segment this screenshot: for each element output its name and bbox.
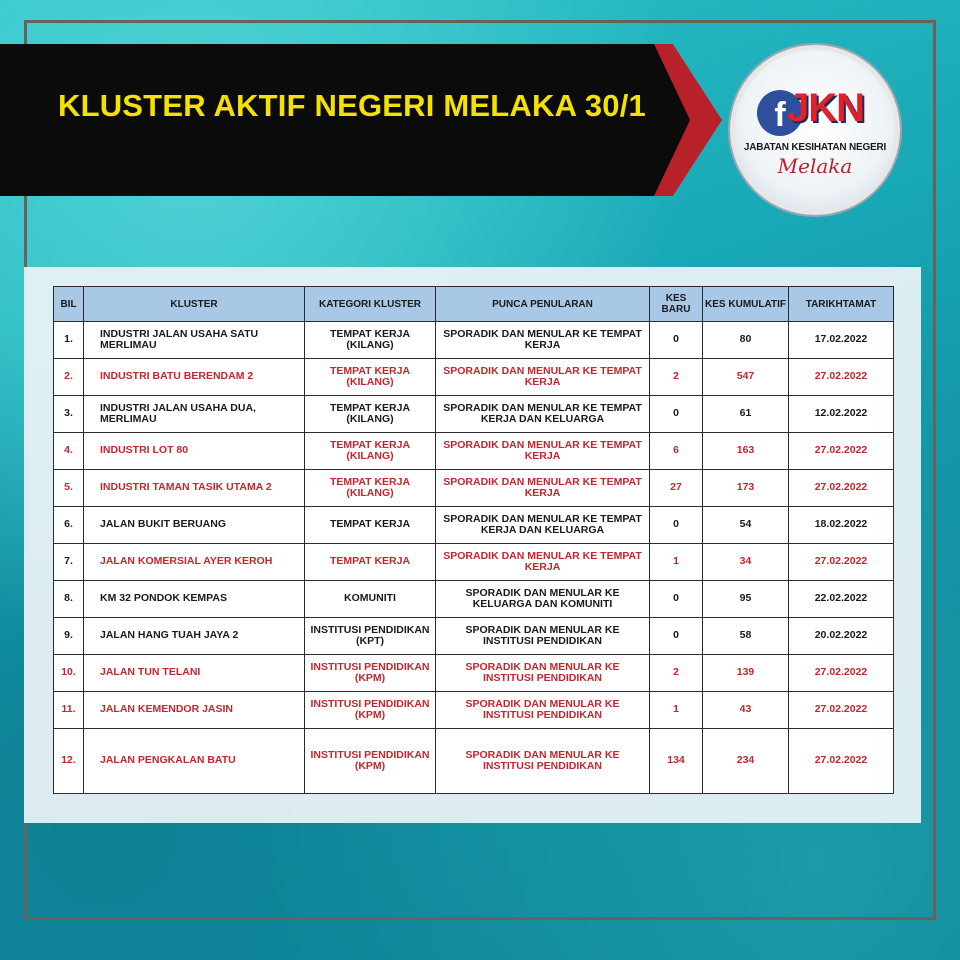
cell-kes-baru: 0 bbox=[650, 581, 703, 618]
cell-kluster: INDUSTRI TAMAN TASIK UTAMA 2 bbox=[84, 470, 305, 507]
table-row bbox=[54, 322, 894, 359]
table-row bbox=[54, 581, 894, 618]
cell-kluster: JALAN KEMENDOR JASIN bbox=[84, 692, 305, 729]
cell-tarikh-tamat: 18.02.2022 bbox=[789, 507, 894, 544]
cell-punca: SPORADIK DAN MENULAR KE INSTITUSI PENDIDIKAN bbox=[436, 692, 650, 729]
cell-kategori: TEMPAT KERJA bbox=[305, 544, 436, 581]
header-kluster: KLUSTER bbox=[84, 287, 305, 322]
cell-kes-kumulatif: 234 bbox=[703, 729, 789, 794]
cell-kluster: JALAN KOMERSIAL AYER KEROH bbox=[84, 544, 305, 581]
cell-kluster: INDUSTRI BATU BERENDAM 2 bbox=[84, 359, 305, 396]
cell-kategori: TEMPAT KERJA bbox=[305, 507, 436, 544]
cell-kluster: INDUSTRI JALAN USAHA DUA, MERLIMAU bbox=[84, 396, 305, 433]
cell-kluster: JALAN PENGKALAN BATU bbox=[84, 729, 305, 794]
cell-tarikh-tamat: 27.02.2022 bbox=[789, 655, 894, 692]
cell-bil: 12. bbox=[54, 729, 84, 794]
cell-tarikh-tamat: 27.02.2022 bbox=[789, 729, 894, 794]
header-tarikh-tamat: TARIKHTAMAT bbox=[789, 287, 894, 322]
cell-bil: 1. bbox=[54, 322, 84, 359]
cell-punca: SPORADIK DAN MENULAR KE TEMPAT KERJA bbox=[436, 470, 650, 507]
cell-kes-baru: 27 bbox=[650, 470, 703, 507]
cell-bil: 8. bbox=[54, 581, 84, 618]
cell-kes-baru: 1 bbox=[650, 692, 703, 729]
cell-kategori: TEMPAT KERJA (KILANG) bbox=[305, 396, 436, 433]
cell-kes-baru: 134 bbox=[650, 729, 703, 794]
table-row bbox=[54, 655, 894, 692]
cell-kes-kumulatif: 95 bbox=[703, 581, 789, 618]
cell-tarikh-tamat: 17.02.2022 bbox=[789, 322, 894, 359]
cell-kes-kumulatif: 173 bbox=[703, 470, 789, 507]
cell-kes-kumulatif: 163 bbox=[703, 433, 789, 470]
cell-kluster: JALAN TUN TELANI bbox=[84, 655, 305, 692]
cell-kluster: KM 32 PONDOK KEMPAS bbox=[84, 581, 305, 618]
logo-jkn-text: JKN bbox=[787, 86, 865, 130]
header-kes-baru: KES BARU bbox=[650, 287, 703, 322]
cell-kes-kumulatif: 58 bbox=[703, 618, 789, 655]
cell-kes-kumulatif: 547 bbox=[703, 359, 789, 396]
cell-kategori: TEMPAT KERJA (KILANG) bbox=[305, 433, 436, 470]
cell-kes-baru: 6 bbox=[650, 433, 703, 470]
cell-kategori: INSTITUSI PENDIDIKAN (KPM) bbox=[305, 729, 436, 794]
cell-kategori: INSTITUSI PENDIDIKAN (KPT) bbox=[305, 618, 436, 655]
cell-bil: 3. bbox=[54, 396, 84, 433]
header-kes-kumulatif: KES KUMULATIF bbox=[703, 287, 789, 322]
cell-kategori: TEMPAT KERJA (KILANG) bbox=[305, 359, 436, 396]
cell-kes-baru: 2 bbox=[650, 655, 703, 692]
cell-punca: SPORADIK DAN MENULAR KE TEMPAT KERJA bbox=[436, 544, 650, 581]
cell-bil: 7. bbox=[54, 544, 84, 581]
cell-tarikh-tamat: 27.02.2022 bbox=[789, 544, 894, 581]
cell-kategori: INSTITUSI PENDIDIKAN (KPM) bbox=[305, 692, 436, 729]
table-row bbox=[54, 544, 894, 581]
cell-kluster: INDUSTRI JALAN USAHA SATU MERLIMAU bbox=[84, 322, 305, 359]
cell-punca: SPORADIK DAN MENULAR KE TEMPAT KERJA bbox=[436, 433, 650, 470]
cell-tarikh-tamat: 27.02.2022 bbox=[789, 433, 894, 470]
cell-kes-baru: 0 bbox=[650, 507, 703, 544]
table-row bbox=[54, 433, 894, 470]
cell-kategori: TEMPAT KERJA (KILANG) bbox=[305, 470, 436, 507]
cell-kes-kumulatif: 34 bbox=[703, 544, 789, 581]
cell-tarikh-tamat: 27.02.2022 bbox=[789, 692, 894, 729]
cell-bil: 11. bbox=[54, 692, 84, 729]
cell-kes-kumulatif: 54 bbox=[703, 507, 789, 544]
cell-tarikh-tamat: 22.02.2022 bbox=[789, 581, 894, 618]
table-row bbox=[54, 359, 894, 396]
cell-kategori: TEMPAT KERJA (KILANG) bbox=[305, 322, 436, 359]
cell-punca: SPORADIK DAN MENULAR KE INSTITUSI PENDIDIKAN bbox=[436, 655, 650, 692]
jkn-logo bbox=[730, 45, 900, 215]
table-row bbox=[54, 729, 894, 794]
cell-punca: SPORADIK DAN MENULAR KE TEMPAT KERJA DAN KELUARGA bbox=[436, 396, 650, 433]
header-bil: BIL bbox=[54, 287, 84, 322]
cell-bil: 9. bbox=[54, 618, 84, 655]
cell-kes-baru: 0 bbox=[650, 396, 703, 433]
logo-script-text: Melaka bbox=[777, 154, 853, 178]
cell-kes-baru: 0 bbox=[650, 618, 703, 655]
cell-kes-kumulatif: 80 bbox=[703, 322, 789, 359]
cluster-table bbox=[53, 286, 894, 794]
cell-punca: SPORADIK DAN MENULAR KE TEMPAT KERJA bbox=[436, 322, 650, 359]
cell-punca: SPORADIK DAN MENULAR KE INSTITUSI PENDIDIKAN bbox=[436, 729, 650, 794]
cell-kes-kumulatif: 61 bbox=[703, 396, 789, 433]
cell-punca: SPORADIK DAN MENULAR KE INSTITUSI PENDIDIKAN bbox=[436, 618, 650, 655]
header-punca: PUNCA PENULARAN bbox=[436, 287, 650, 322]
cell-bil: 2. bbox=[54, 359, 84, 396]
cell-tarikh-tamat: 20.02.2022 bbox=[789, 618, 894, 655]
cell-kluster: INDUSTRI LOT 80 bbox=[84, 433, 305, 470]
cell-kategori: KOMUNITI bbox=[305, 581, 436, 618]
cell-bil: 6. bbox=[54, 507, 84, 544]
cell-kluster: JALAN BUKIT BERUANG bbox=[84, 507, 305, 544]
cell-kluster: JALAN HANG TUAH JAYA 2 bbox=[84, 618, 305, 655]
facebook-icon: f bbox=[757, 90, 803, 136]
table-row bbox=[54, 470, 894, 507]
cell-kes-baru: 2 bbox=[650, 359, 703, 396]
cell-kes-kumulatif: 139 bbox=[703, 655, 789, 692]
page-title: KLUSTER AKTIF NEGERI MELAKA 30/1 bbox=[58, 88, 646, 123]
cell-bil: 4. bbox=[54, 433, 84, 470]
cell-punca: SPORADIK DAN MENULAR KE KELUARGA DAN KOMUNITI bbox=[436, 581, 650, 618]
cell-punca: SPORADIK DAN MENULAR KE TEMPAT KERJA bbox=[436, 359, 650, 396]
table-row bbox=[54, 507, 894, 544]
cell-kes-baru: 0 bbox=[650, 322, 703, 359]
cell-kategori: INSTITUSI PENDIDIKAN (KPM) bbox=[305, 655, 436, 692]
cell-kes-baru: 1 bbox=[650, 544, 703, 581]
table-row bbox=[54, 396, 894, 433]
cell-bil: 10. bbox=[54, 655, 84, 692]
table-row bbox=[54, 692, 894, 729]
cell-punca: SPORADIK DAN MENULAR KE TEMPAT KERJA DAN KELUARGA bbox=[436, 507, 650, 544]
cell-tarikh-tamat: 12.02.2022 bbox=[789, 396, 894, 433]
cell-bil: 5. bbox=[54, 470, 84, 507]
header-kategori: KATEGORI KLUSTER bbox=[305, 287, 436, 322]
cell-tarikh-tamat: 27.02.2022 bbox=[789, 359, 894, 396]
table-row bbox=[54, 618, 894, 655]
cell-tarikh-tamat: 27.02.2022 bbox=[789, 470, 894, 507]
table-header-row bbox=[54, 287, 894, 322]
cell-kes-kumulatif: 43 bbox=[703, 692, 789, 729]
logo-subtitle: JABATAN KESIHATAN NEGERI bbox=[743, 142, 887, 153]
